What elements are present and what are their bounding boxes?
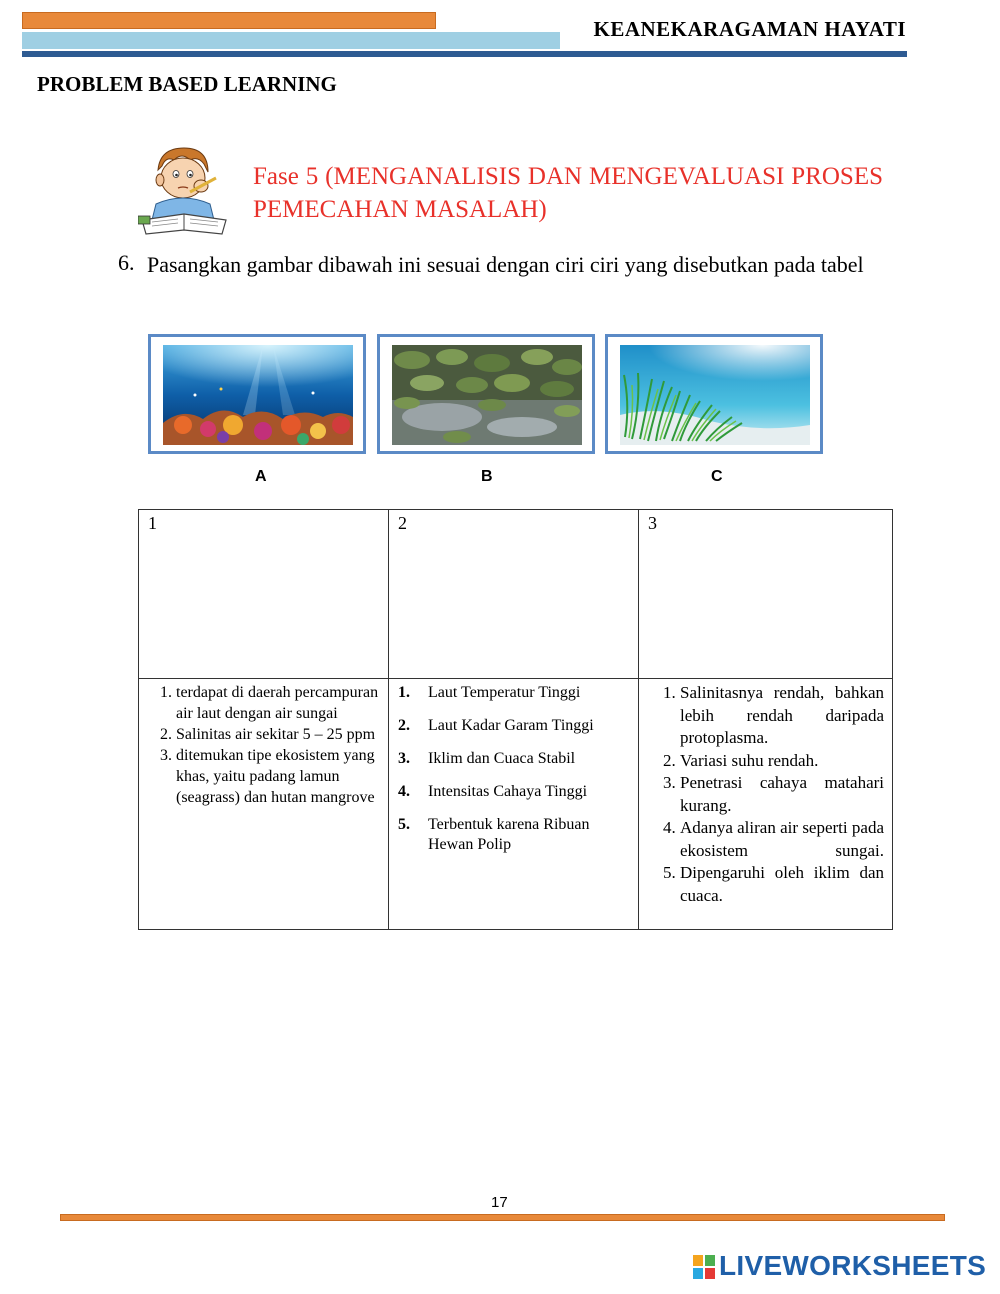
picture-label-a: A: [255, 468, 267, 485]
list-item: 4. Intensitas Cahaya Tinggi: [398, 783, 588, 800]
list-item: 3. ditemukan tipe ekosistem yang khas, yaitu padang lamun (seagrass) dan hutan mangrove: [176, 745, 380, 808]
list-item: 1. terdapat di daerah percampuran air laut dengan air sungai: [176, 682, 380, 724]
header-lightblue-bar: [22, 32, 560, 49]
list-item: 5. Terbentuk karena Ribuan Hewan Polip: [398, 816, 590, 853]
phase-heading: Fase 5 (MENGANALISIS DAN MENGEVALUASI PROSES PEMECAHAN MASALAH): [253, 163, 883, 223]
cell-header-1: 1: [148, 513, 157, 533]
matching-table: [138, 509, 893, 930]
drop-cell-2[interactable]: [389, 510, 639, 679]
page-number: 17: [491, 1194, 508, 1211]
picture-label-b: B: [481, 468, 493, 485]
drop-cell-3[interactable]: [639, 510, 893, 679]
list-item: 2. Variasi suhu rendah.: [680, 750, 884, 773]
picture-b[interactable]: [377, 334, 595, 454]
characteristics-cell-3: [639, 679, 893, 930]
header-navy-bar: [22, 51, 907, 57]
drop-cell-1[interactable]: [139, 510, 389, 679]
liveworksheets-logo-icon: [693, 1255, 715, 1279]
characteristics-list-2: [389, 683, 630, 855]
page-title: KEANEKARAGAMAN HAYATI: [593, 17, 906, 41]
characteristics-list-3: [639, 682, 884, 907]
characteristics-cell-1: [139, 679, 389, 930]
liveworksheets-brand[interactable]: LIVEWORKSHEETS: [719, 1250, 987, 1281]
list-item: 1. Laut Temperatur Tinggi: [398, 684, 581, 701]
list-item: 4. Adanya aliran air seperti pada ekosistem sungai.: [680, 817, 884, 862]
footer-orange-bar: [60, 1214, 945, 1221]
seagrass-image: [620, 345, 810, 445]
picture-label-c: C: [711, 468, 723, 485]
water-lily-pond-image: [392, 345, 582, 445]
list-item: 1. Salinitasnya rendah, bahkan lebih rendah daripada protoplasma.: [680, 682, 884, 750]
header-orange-bar: [22, 12, 436, 29]
section-subtitle: PROBLEM BASED LEARNING: [37, 72, 337, 96]
list-item: 5. Dipengaruhi oleh iklim dan cuaca.: [680, 862, 884, 907]
list-item: 2. Salinitas air sekitar 5 – 25 ppm: [176, 724, 380, 745]
cell-header-2: 2: [398, 513, 407, 533]
question-number: 6.: [118, 250, 135, 275]
picture-c[interactable]: [605, 334, 823, 454]
cell-header-3: 3: [648, 513, 657, 533]
student-reading-icon: [138, 142, 230, 238]
characteristics-list-1: [139, 682, 380, 808]
characteristics-cell-2: [389, 679, 639, 930]
list-item: 3. Penetrasi cahaya matahari kurang.: [680, 772, 884, 817]
coral-reef-image: [163, 345, 353, 445]
list-item: 2. Laut Kadar Garam Tinggi: [398, 717, 594, 734]
list-item: 3. Iklim dan Cuaca Stabil: [398, 750, 576, 767]
question-text: Pasangkan gambar dibawah ini sesuai dengan ciri ciri yang disebutkan pada tabel: [147, 252, 864, 277]
picture-a[interactable]: [148, 334, 366, 454]
